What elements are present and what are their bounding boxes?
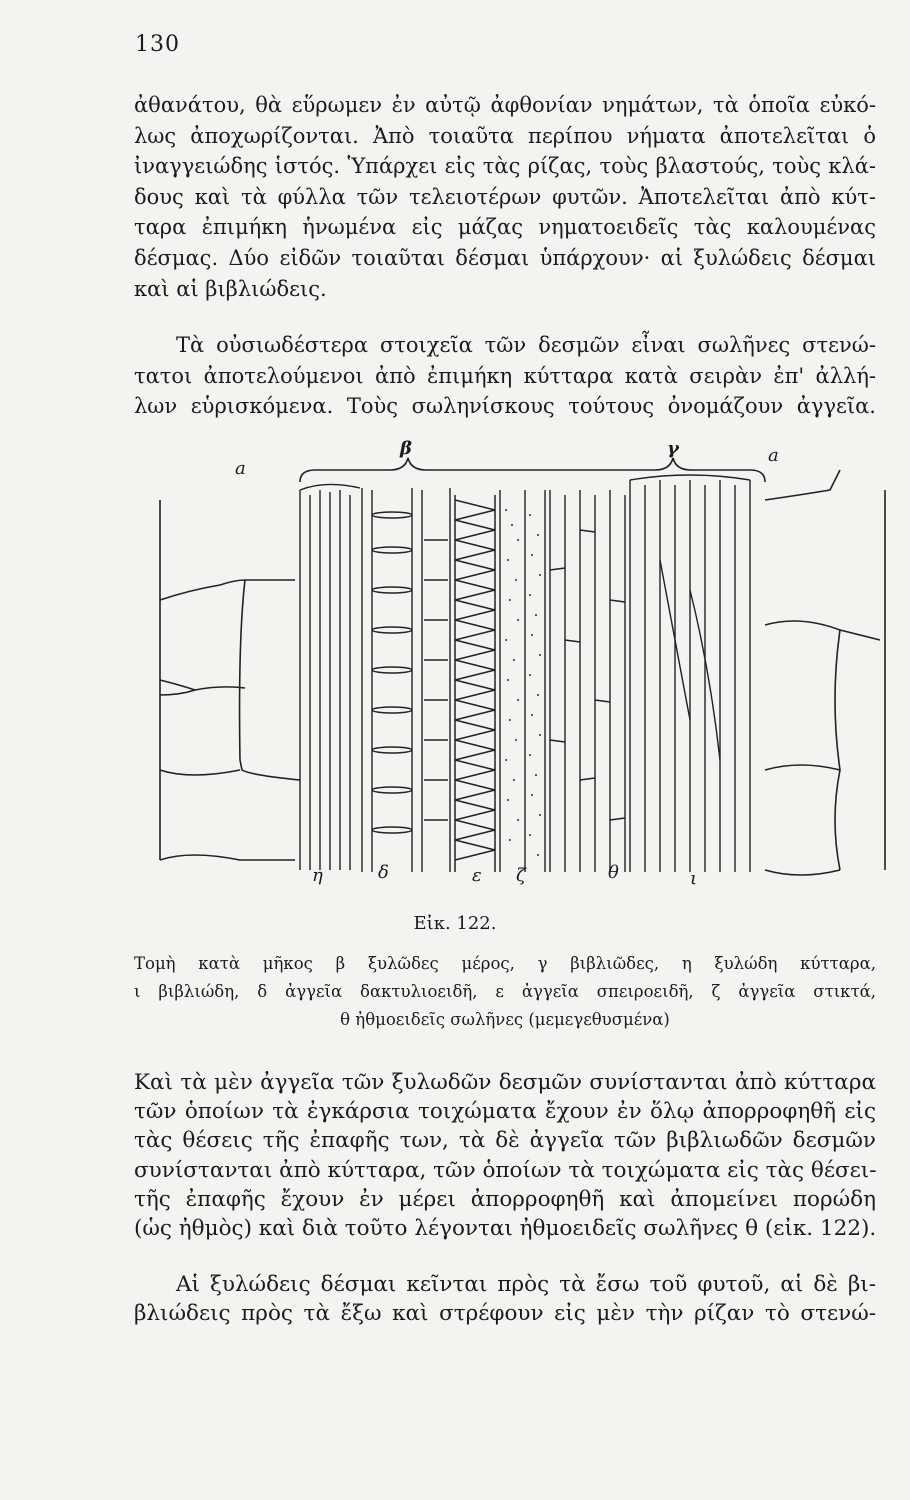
vessel-section-illustration — [150, 440, 890, 890]
text-line: δους καὶ τὰ φύλλα τῶν τελειοτέρων φυτῶν. Ἀποτελεῖται ἀπὸ κύτ- — [134, 184, 876, 209]
text-line: τῆς ἐπαφῆς ἔχουν ἐν μέρει ἀπορροφηθῆ καὶ ἀπομείνει πορώδη — [134, 1186, 876, 1212]
figure-label-epsilon: ε — [472, 865, 482, 886]
text-line: Τὰ οὐσιωδέστερα στοιχεῖα τῶν δεσμῶν εἶναι σωλῆνες στενώ- — [176, 333, 876, 357]
paragraph-2 — [134, 330, 876, 422]
paragraph-1 — [134, 90, 876, 304]
text-line: λως ἀποχωρίζονται. Ἀπὸ τοιαῦτα περίπου νήματα ἀποτελεῖται ὁ — [134, 123, 876, 148]
paragraph-3 — [134, 1068, 876, 1243]
text-line: τὰς θέσεις τῆς ἐπαφῆς των, τὰ δὲ ἀγγεῖα τῶν βιβλιωδῶν δεσμῶν — [134, 1128, 876, 1154]
text-line: καὶ αἱ βιβλιώδεις. — [134, 276, 327, 301]
brace-gamma — [530, 458, 765, 482]
figure-title: Εἰκ. 122. — [413, 913, 497, 934]
figure-label-iota: ι — [690, 868, 698, 889]
botanical-figure — [150, 440, 890, 890]
paragraph-4 — [134, 1270, 876, 1328]
figure-label-a-right: a — [768, 445, 779, 466]
page-number: 130 — [135, 32, 180, 57]
text-line: τῶν ὁποίων τὰ ἐγκάρσια τοιχώματα ἔχουν ἐν ὅλῳ ἀπορροφηθῆ εἰς — [134, 1099, 876, 1125]
figure-label-eta: η — [312, 865, 323, 886]
text-line: ἀθανάτου, θὰ εὕρωμεν ἐν αὐτῷ ἀφθονίαν νημάτων, τὰ ὁποῖα εὐκό- — [134, 93, 876, 117]
text-line: (ὡς ἠθμὸς) καὶ διὰ τοῦτο λέγονται ἠθμοειδεῖς σωλῆνες θ (εἰκ. 122). — [134, 1216, 877, 1242]
text-line: τατοι ἀποτελούμενοι ἀπὸ ἐπιμήκη κύτταρα κατὰ σειρὰν ἐπ' ἀλλή- — [134, 363, 876, 388]
text-line: βλιώδεις πρὸς τὰ ἔξω καὶ στρέφουν εἰς μὲν τὴν ρίζαν τὸ στενώ- — [134, 1301, 876, 1327]
caption-line: Τομὴ κατὰ μῆκος β ξυλῶδες μέρος, γ βιβλιῶδες, η ξυλώδη κύτταρα, — [134, 954, 876, 973]
text-line: ἰναγγειώδης ἱστός. Ὑπάρχει εἰς τὰς ρίζας, τοὺς βλαστούς, τοὺς κλά- — [134, 154, 876, 179]
text-line: Καὶ τὰ μὲν ἀγγεῖα τῶν ξυλωδῶν δεσμῶν συνίστανται ἀπὸ κύτταρα — [134, 1070, 876, 1095]
figure-label-delta: δ — [378, 862, 389, 883]
figure-label-a-left: a — [235, 458, 246, 479]
figure-label-gamma: γ — [667, 438, 679, 459]
figure-label-zeta: ζ — [516, 865, 526, 886]
text-line: λων εὑρισκόμενα. Τοὺς σωληνίσκους τούτους ὀνομάζουν ἀγγεῖα. — [134, 394, 876, 419]
text-line: ταρα ἐπιμήκη ἡνωμένα εἰς μάζας νηματοειδεῖς τὰς καλουμένας — [134, 215, 876, 240]
caption-line: θ ἠθμοειδεῖς σωλῆνες (μεμεγεθυσμένα) — [340, 1010, 670, 1029]
caption-line: ι βιβλιώδη, δ ἀγγεῖα δακτυλιοειδῆ, ε ἀγγεῖα σπειροειδῆ, ζ ἀγγεῖα στικτά, — [134, 982, 876, 1001]
figure-caption — [134, 950, 876, 1034]
text-line: συνίστανται ἀπὸ κύτταρα, τῶν ὁποίων τὰ τοιχώματα εἰς τὰς θέσει- — [134, 1157, 877, 1183]
figure-label-beta: β — [400, 438, 412, 459]
text-line: δέσμας. Δύο εἰδῶν τοιαῦται δέσμαι ὑπάρχουν· αἱ ξυλώδεις δέσμαι — [134, 245, 876, 270]
brace-beta — [300, 458, 530, 482]
text-line: Αἱ ξυλώδεις δέσμαι κεῖνται πρὸς τὰ ἔσω τοῦ φυτοῦ, αἱ δὲ βι- — [176, 1272, 876, 1297]
figure-label-theta: θ — [608, 862, 619, 883]
